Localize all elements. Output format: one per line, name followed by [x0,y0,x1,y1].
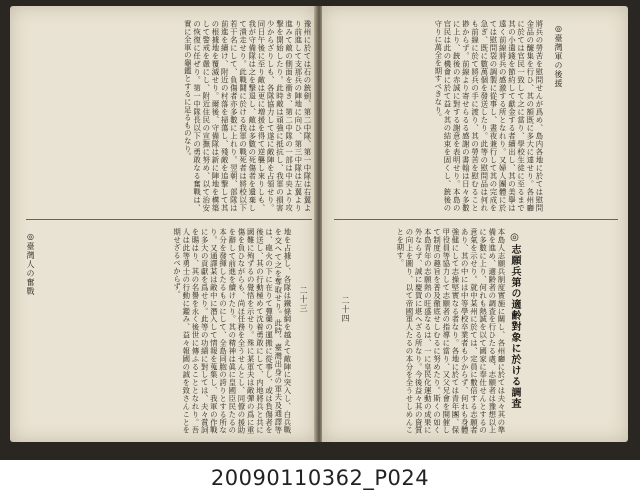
left-divider [26,219,312,220]
right-page [322,6,628,442]
right-upper-text-continued [564,20,618,212]
left-subheading: ◎臺灣人の奮戰 [26,232,35,296]
right-page-number: 二十四 [341,296,350,323]
right-section-heading: ◎志願兵第の適齢對象に於ける調査 [509,232,520,409]
left-lower-text: 地を占據し、各隊は鐵條網を越えて敵陣に突入し、白兵戰を交へて之を奪取せり。此時、臺灣出身の軍夫及通譯等は、砲火の下に在りて彈藥の運搬に從事し、或は負傷者を後送し、其の行動極めて沈着勇敢にして、内地將兵と共に國難に殉ずるの覺悟を示せり。殊に某軍夫は敵彈の爲に重傷を負ひながらも、尚ほ任務を全うせんとし、同僚の援助を辭して前進を續けたり。其の精神は眞に皇國臣民たるの本分を發揮したるものにして、全島同胞の誇りとする所なり。又通譯某は敵中に潛入して情報を蒐集し、我軍の作戰に多大の貢獻を爲せり。此等の功績に對しては、夫々賞詞を賜はり、其の名譽を永く後世に傳ふることとなれり。吾人は此等勇士の行動に鑑み、益々報國の誠を致さんことを期せざるべからず。 [172,228,292,434]
right-divider [334,219,618,220]
right-lower-text: 本島人志願兵制度實施に關し、各州廳に於ては夫々其の準備を進め、適齢者の調査を行ひたる處、志願者は豫想以上に多數に上り、何れも熱誠を以て國家に奉仕せんとするの意氣を示せり。就中某州に於ては、定員に數倍する志願者あり、其の中には中等學校卒業者も少からず、何れも身體強健にして志操堅實なる者なり。各地に於ては青年團、保甲役員等協力して志願者の指導に當り、又父兄會を開催して制度の趣旨を普及徹底せしむるに努めたり。斯くの如く本島青年の志願熱の旺盛なるは、一に皇民化運動の成果に外ならず、誠に慶賀に堪へざる所なり。今後益々其の資質の向上を圖り、以て帝國軍人たるの本分を全うせしめんことを期す。 [395,228,506,434]
left-page [10,6,316,442]
image-caption: 20090110362_P024 [210,466,430,490]
right-upper-text: 將兵の勞苦を慰問せんが爲め、島内各地に於ては慰問金品の醵集を行ひ、其の額既に多大に達せり。各州廳に於ては官民一致して之に當り、學校生徒に至るまで其の小遣錢を節約して獻金する者續出し、其の美擧は遠く前線將兵の感激する所となれり。又婦人團體に於ては慰問袋の調製に從事し、晝夜兼行して其の完成を急ぎ、既に數萬個を發送したり。此等の慰問品は何れも前線に於て將兵の手に渡り、其の勞苦を慰むること尠からず。前線より寄せらるる感謝の書翰は日々多數に上り、銃後の赤誠に對する謝意を表明せり。本島の官民は此の機會に於て益々其の結束を固くし、銃後の守りに萬全を期すべきなり。 [433,20,544,212]
right-subheading: ◎臺灣軍の後援 [554,24,563,88]
left-page-number: 二十三 [299,286,308,313]
left-upper-text: 豫州に於ては石の銃劍、第二中隊、第一中隊は右翼より前進して支那兵の陣地に向ひ、第三中隊は左翼より進みて敵の側面を衝き、第二中隊の一部は中央より攻撃を開始したり。此時敵は頑強に抵抗し、我軍の損害少からざりしも、各隊協力して遂に敵陣を占領せり。同日午後に至り敵は更に増援を得て逆襲し來りしも、我が守備隊は之を撃退し、敵は多數の死傷者を遺棄して潰走せり。此戰鬪に於ける我軍の戰死者は將校以下若干名にして、負傷者亦多數に上れり。翌朝、部隊は前進を續け、附近の村落を掃蕩し、殘敵を追撃して其の根據地を覆滅せり。爾後、守備隊は新に陣地を構築して警戒を嚴にし、附近住民の宣撫に努め、以て治安の恢復に任ぜり。第一中隊長以下の勇敢なる奮戰は、實に全軍の龜鑑とするに足るものなり。 [183,20,312,212]
